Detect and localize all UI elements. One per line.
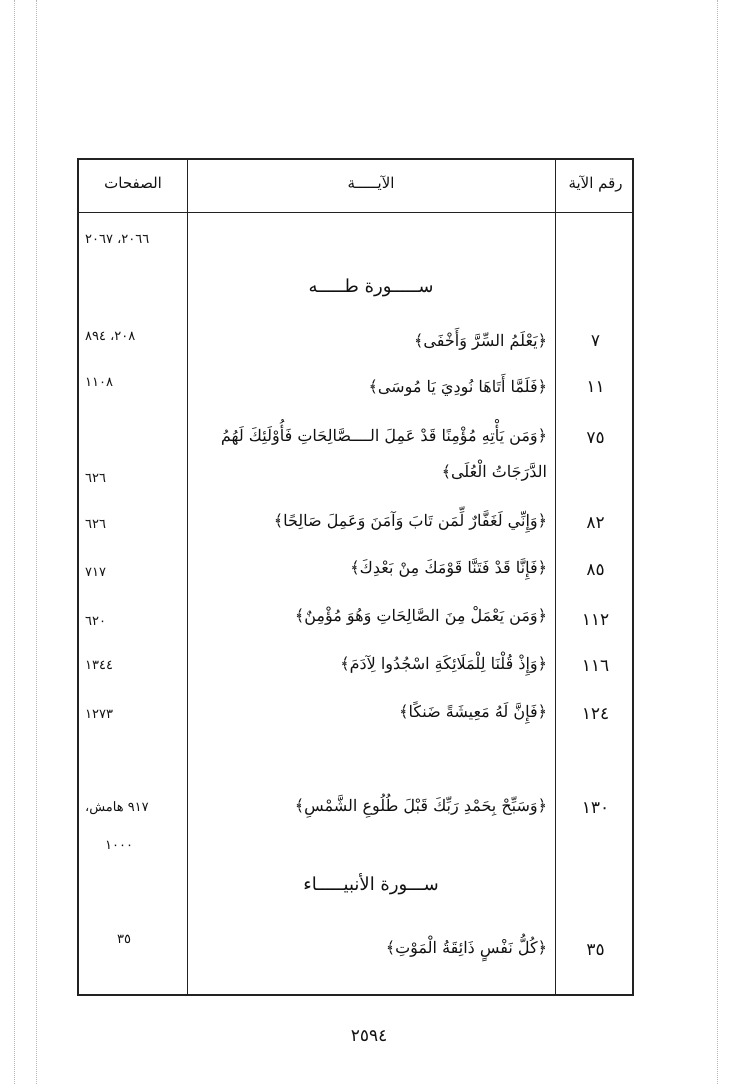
verse-text: ﴿كُلُّ نَفْسٍ ذَائِقَةُ الْمَوْتِ﴾ xyxy=(385,938,547,957)
page-references: ٦٢٦ xyxy=(85,517,106,532)
page-references: ٦٢٠ xyxy=(85,614,106,629)
verse-text: ﴿وَإِنِّي لَغَفَّارٌ لِّمَن تَابَ وَآمَنَ وَعَمِلَ صَالِحًا﴾ xyxy=(273,511,547,530)
scan-dotted-guide-left-inner xyxy=(36,0,37,1084)
verse-number: ١١ xyxy=(586,377,605,397)
surah-heading-taha: ســـــورة طـــــه xyxy=(308,276,434,297)
header-verse: الآيـــــة xyxy=(347,174,395,192)
verse-number: ٨٢ xyxy=(586,513,605,533)
page-references: ١٣٤٤ xyxy=(85,658,113,673)
surah-heading-anbiya: ســـورة الأنبيـــــاء xyxy=(303,874,439,895)
verse-text: ﴿يَعْلَمُ السِّرَّ وَأَخْفَى﴾ xyxy=(414,331,547,350)
column-divider-pages xyxy=(187,160,188,994)
intro-pages: ٢٠٦٦، ٢٠٦٧ xyxy=(85,232,150,247)
verse-number: ١٢٤ xyxy=(581,704,610,724)
verse-number: ٧ xyxy=(590,331,601,351)
page-number: ٢٥٩٤ xyxy=(350,1026,388,1046)
verse-text: ﴿وَمَن يَعْمَلْ مِنَ الصَّالِحَاتِ وَهُوَ مُؤْمِنٌ﴾ xyxy=(294,606,547,625)
verse-text: ﴿فَإِنَّ لَهُ مَعِيشَةً ضَنكًا﴾ xyxy=(399,702,547,721)
page-references: ٩١٧ هامش، xyxy=(85,800,149,815)
page-references: ٣٥ xyxy=(117,932,131,947)
page-references-continued: ١٠٠٠ xyxy=(105,838,133,853)
page-references: ٦٢٦ xyxy=(85,471,106,486)
verse-text: ﴿فَإِنَّا قَدْ فَتَنَّا قَوْمَكَ مِنْ بَعْدِكَ﴾ xyxy=(350,558,547,577)
verse-text: ﴿فَلَمَّا أَتَاهَا نُودِيَ يَا مُوسَى﴾ xyxy=(368,377,547,396)
column-divider-verse xyxy=(555,160,556,994)
verse-number: ١١٦ xyxy=(581,656,610,676)
verse-number: ١٣٠ xyxy=(581,798,610,818)
scan-dotted-guide-left xyxy=(14,0,15,1084)
verse-number: ٧٥ xyxy=(586,428,605,448)
header-verse-number: رقم الآية xyxy=(568,174,623,192)
index-table xyxy=(77,158,634,996)
verse-text-continued: الدَّرَجَاتُ الْعُلَى﴾ xyxy=(441,462,547,481)
verse-text: ﴿وَإِذْ قُلْنَا لِلْمَلَائِكَةِ اسْجُدُوا لِآدَمَ﴾ xyxy=(340,654,547,673)
page-references: ١٢٧٣ xyxy=(85,707,113,722)
verse-number: ٨٥ xyxy=(586,560,605,580)
page-references: ٢٠٨، ٨٩٤ xyxy=(85,329,136,344)
verse-text: ﴿وَسَبِّحْ بِحَمْدِ رَبِّكَ قَبْلَ طُلُوعِ الشَّمْسِ﴾ xyxy=(294,796,547,815)
page-references: ٧١٧ xyxy=(85,565,106,580)
verse-number: ٣٥ xyxy=(586,940,605,960)
verse-text: ﴿وَمَن يَأْتِهِ مُؤْمِنًا قَدْ عَمِلَ الــــصَّالِحَاتِ فَأُوْلَئِكَ لَهُمُ xyxy=(220,426,547,445)
page-references: ١١٠٨ xyxy=(85,375,113,390)
verse-number: ١١٢ xyxy=(581,610,610,630)
header-pages: الصفحات xyxy=(104,174,162,192)
header-divider xyxy=(79,212,632,213)
scan-dotted-guide-right xyxy=(717,0,718,1084)
